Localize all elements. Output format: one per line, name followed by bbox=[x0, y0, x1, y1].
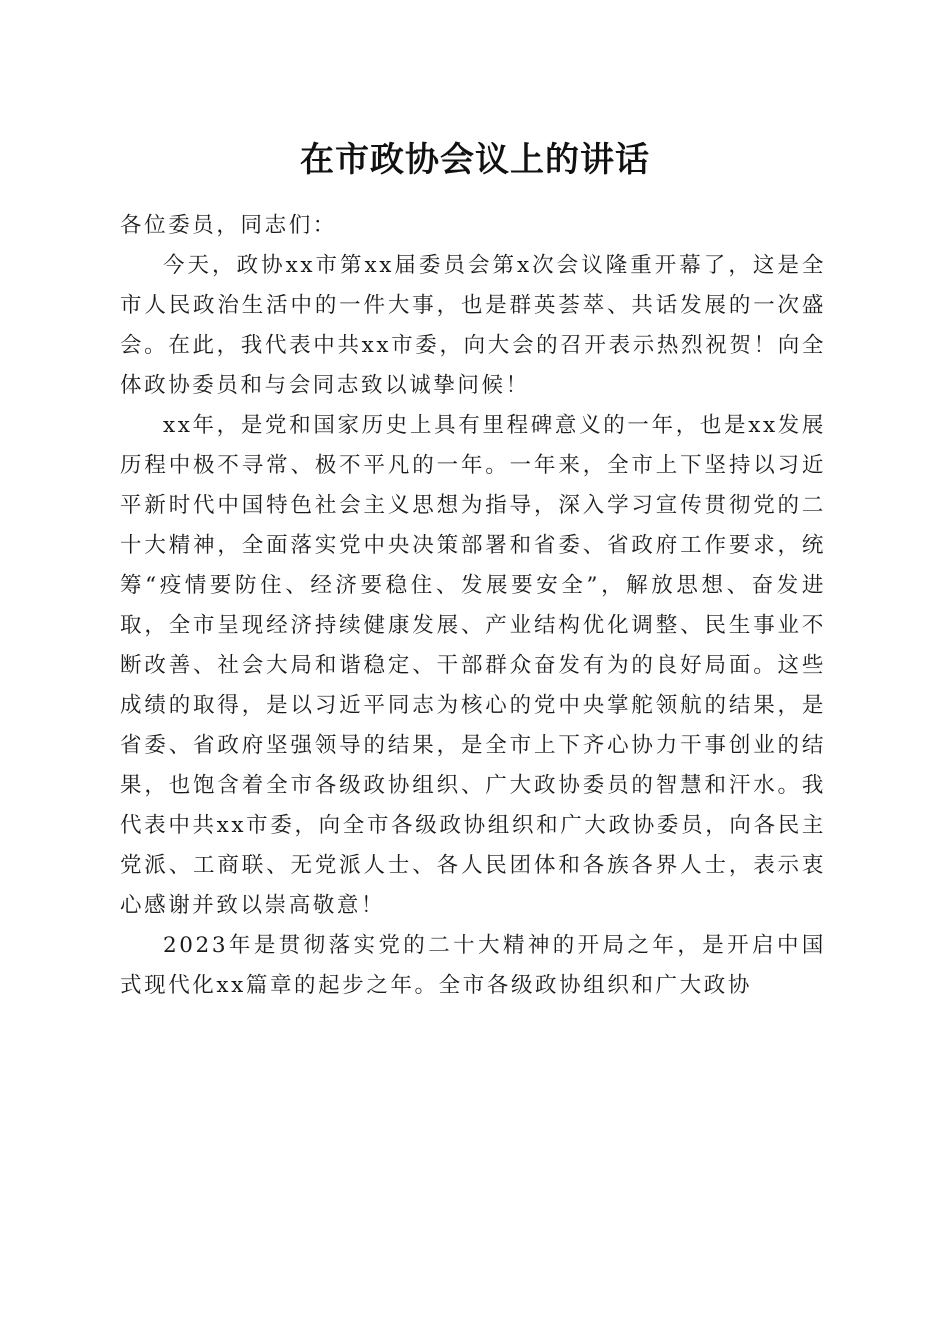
paragraph-opening: 今天，政协xx市第xx届委员会第x次会议隆重开幕了，这是全市人民政治生活中的一件大事，也是群英荟萃、共话发展的一次盛会。在此，我代表中共xx市委，向大会的召开表示热烈祝贺！向全体政协委员和与会同志致以诚挚问候！ bbox=[120, 253, 826, 398]
paragraph-achievements: xx年，是党和国家历史上具有里程碑意义的一年，也是xx发展历程中极不寻常、极不平凡的一年。一年来，全市上下坚持以习近平新时代中国特色社会主义思想为指导，深入学习宣传贯彻党的二十大精神，全面落实党中央决策部署和省委、省政府工作要求，统筹“疫情要防住、经济要稳住、发展要安全”，解放思想、奋发进取，全市呈现经济持续健康发展、产业结构优化调整、民生事业不断改善、社会大局和谐稳定、干部群众奋发有为的良好局面。这些成绩的取得，是以习近平同志为核心的党中央掌舵领航的结果，是省委、省政府坚强领导的结果，是全市上下齐心协力干事创业的结果，也饱含着全市各级政协组织、广大政协委员的智慧和汗水。我代表中共xx市委，向全市各级政协组织和广大政协委员，向各民主党派、工商联、无党派人士、各人民团体和各族各界人士，表示衷心感谢并致以崇高敬意！ bbox=[120, 413, 826, 918]
document-body bbox=[120, 206, 826, 1006]
paragraph-2023: 2023年是贯彻落实党的二十大精神的开局之年，是开启中国式现代化xx篇章的起步之年。全市各级政协组织和广大政协 bbox=[120, 933, 826, 998]
document-title: 在市政协会议上的讲话 bbox=[300, 140, 650, 180]
salutation: 各位委员，同志们： bbox=[120, 213, 337, 238]
